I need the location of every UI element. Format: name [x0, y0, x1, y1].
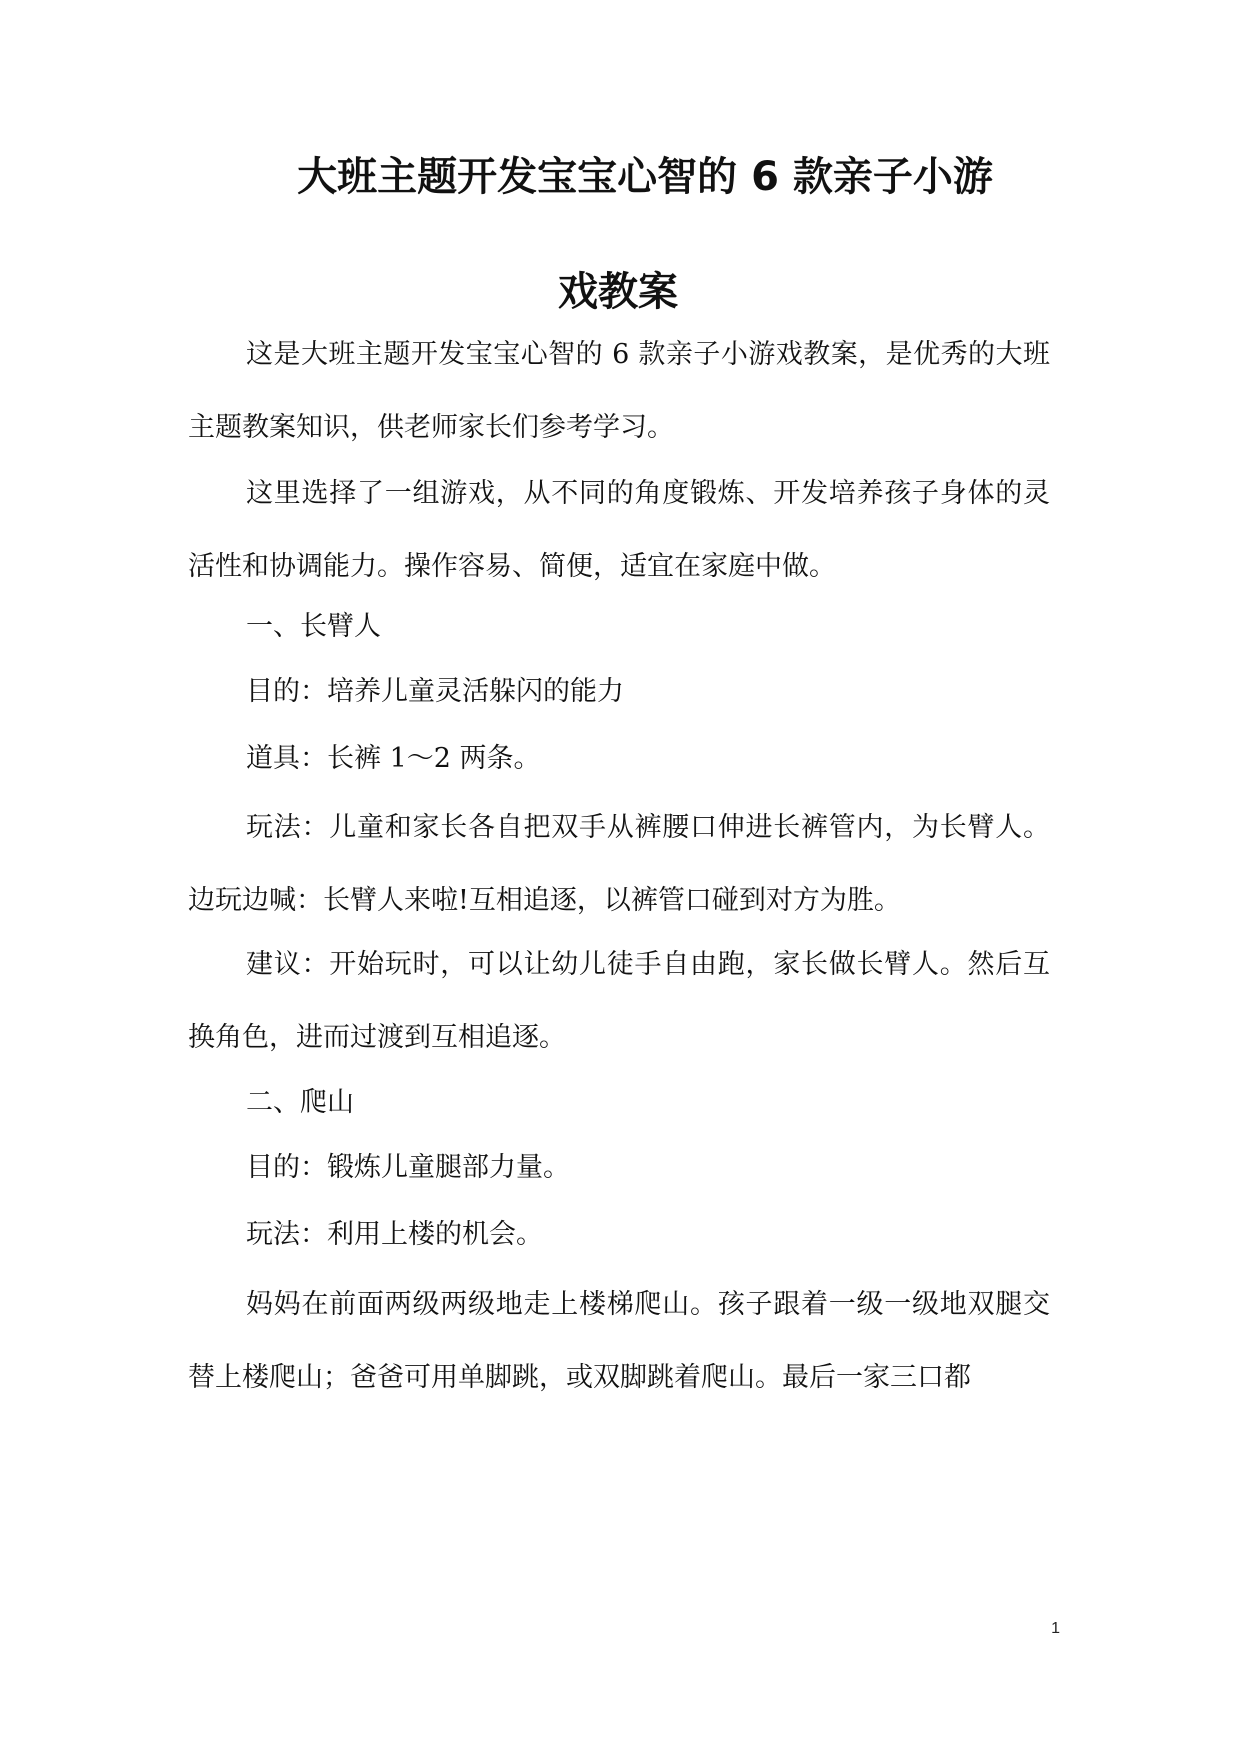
paragraph-purpose-2: 目的：锻炼儿童腿部力量。: [246, 1152, 570, 1183]
section-heading-long-arm: 一、长臂人: [246, 611, 381, 642]
paragraph-purpose-1: 目的：培养儿童灵活躲闪的能力: [246, 676, 624, 707]
paragraph-climb-description: 妈妈在前面两级两级地走上楼梯爬山。孩子跟着一级一级地双腿交替上楼爬山；爸爸可用单脚跳，或双脚跳着爬山。最后一家三口都: [188, 1289, 1050, 1393]
paragraph-suggestion: 建议：开始玩时，可以让幼儿徒手自由跑，家长做长臂人。然后互换角色，进而过渡到互相追逐。: [188, 949, 1050, 1053]
document-title-line-1: 大班主题开发宝宝心智的 6 款亲子小游: [297, 154, 993, 200]
section-heading-climb: 二、爬山: [246, 1087, 354, 1118]
paragraph-intro: 这是大班主题开发宝宝心智的 6 款亲子小游戏教案，是优秀的大班主题教案知识，供老师家长们参考学习。: [188, 339, 1050, 443]
paragraph-gameplay-2: 玩法：利用上楼的机会。: [246, 1219, 543, 1250]
document-title-line-2: 戏教案: [558, 269, 678, 315]
paragraph-overview: 这里选择了一组游戏，从不同的角度锻炼、开发培养孩子身体的灵活性和协调能力。操作容易、简便，适宜在家庭中做。: [188, 478, 1050, 582]
paragraph-props: 道具：长裤 1～2 两条。: [246, 743, 541, 774]
paragraph-gameplay-1: 玩法：儿童和家长各自把双手从裤腰口伸进长裤管内，为长臂人。边玩边喊：长臂人来啦!互相追逐，以裤管口碰到对方为胜。: [188, 812, 1050, 916]
page-number: 1: [1051, 1620, 1060, 1637]
